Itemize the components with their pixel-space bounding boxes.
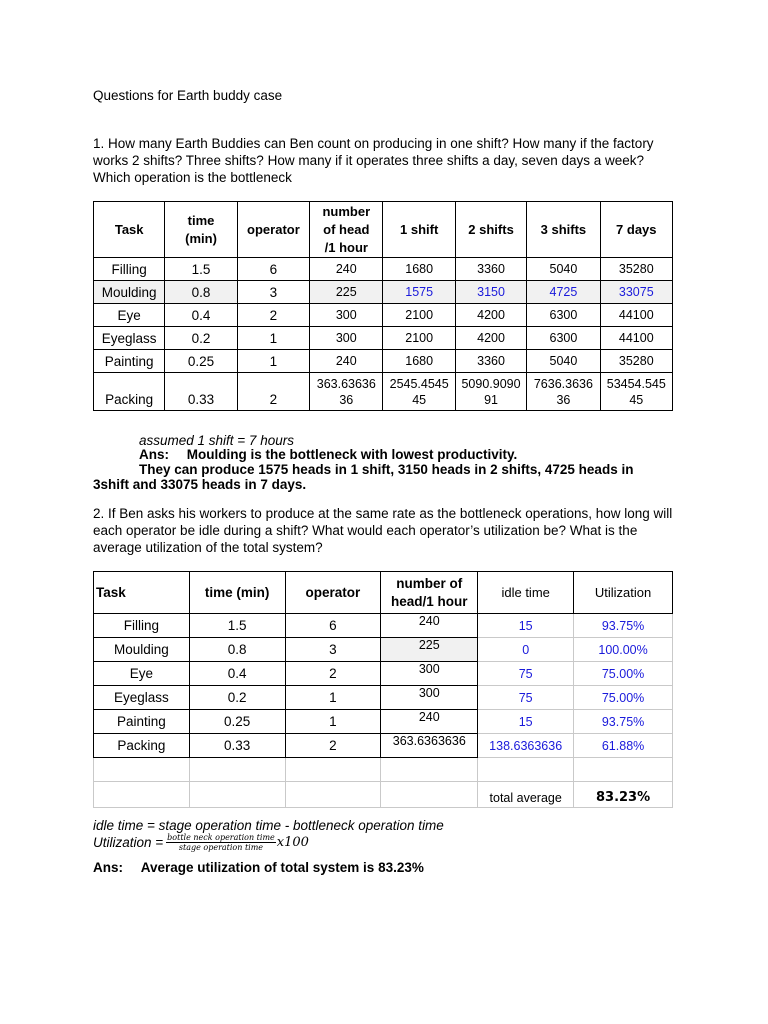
cell: 0.2 xyxy=(189,686,285,710)
cell: Eyeglass xyxy=(94,327,165,350)
table-2 xyxy=(93,571,673,808)
answer-label: Ans: xyxy=(139,447,169,462)
cell xyxy=(285,758,381,782)
cell: 75 xyxy=(478,686,574,710)
cell: 240 xyxy=(381,710,478,734)
fraction-numerator: bottle neck operation time xyxy=(167,833,275,842)
cell: 1 xyxy=(285,710,381,734)
table-row xyxy=(94,734,673,758)
cell xyxy=(94,758,190,782)
table-row xyxy=(94,614,673,638)
t2-header-time: time (min) xyxy=(189,572,285,614)
t2-header-heads: number of head/1 hour xyxy=(381,572,478,614)
cell: 1.5 xyxy=(165,258,237,281)
table-row xyxy=(94,686,673,710)
cell: 0.8 xyxy=(189,638,285,662)
t1-header-1shift: 1 shift xyxy=(383,202,455,258)
idle-formula: idle time = stage operation time - bottleneck operation time xyxy=(93,818,444,833)
cell: 0.33 xyxy=(189,734,285,758)
cell: 3 xyxy=(285,638,381,662)
cell: 5040 xyxy=(527,350,600,373)
cell: 0.4 xyxy=(189,662,285,686)
table-row xyxy=(94,710,673,734)
cell: 6300 xyxy=(527,304,600,327)
cell: 240 xyxy=(381,614,478,638)
table-row xyxy=(94,258,673,281)
cell: 225 xyxy=(381,638,478,662)
answer-1-line-3: 3shift and 33075 heads in 7 days. xyxy=(93,477,307,492)
total-average-label: total average xyxy=(478,782,574,808)
cell: 2545.4545 45 xyxy=(383,373,455,411)
cell: 363.63636 36 xyxy=(310,373,383,411)
question-1: 1. How many Earth Buddies can Ben count on producing in one shift? How many if the factory works 2 shifts? Three shifts? How many if it operates three shifts a day, seven days a week? Which operation is the bottleneck xyxy=(93,136,654,185)
cell: Packing xyxy=(94,373,165,411)
cell: 3360 xyxy=(455,350,526,373)
cell: 2100 xyxy=(383,327,455,350)
cell: 4200 xyxy=(455,304,526,327)
table-1-header xyxy=(94,202,673,258)
cell: 240 xyxy=(310,350,383,373)
cell: 6 xyxy=(237,258,309,281)
t1-header-7days: 7 days xyxy=(600,202,672,258)
cell: 1575 xyxy=(383,281,455,304)
utilization-multiplier: x100 xyxy=(276,835,309,850)
cell: 2 xyxy=(237,373,309,411)
cell: 0.8 xyxy=(165,281,237,304)
cell: 0 xyxy=(478,638,574,662)
cell: Moulding xyxy=(94,638,190,662)
cell: 363.6363636 xyxy=(381,734,478,758)
cell: 2 xyxy=(237,304,309,327)
cell: 0.33 xyxy=(165,373,237,411)
cell: 300 xyxy=(381,662,478,686)
cell: 3360 xyxy=(455,258,526,281)
cell: 15 xyxy=(478,710,574,734)
cell xyxy=(574,758,673,782)
cell: Eye xyxy=(94,304,165,327)
total-average-value: 83.23% xyxy=(574,782,673,808)
cell: 225 xyxy=(310,281,383,304)
cell: Filling xyxy=(94,258,165,281)
answer-1-line-2: They can produce 1575 heads in 1 shift, 3150 heads in 2 shifts, 4725 heads in xyxy=(139,462,634,477)
utilization-label: Utilization = xyxy=(93,835,164,850)
cell: 44100 xyxy=(600,304,672,327)
utilization-formula xyxy=(93,833,309,852)
cell: 4725 xyxy=(527,281,600,304)
t1-header-operator: operator xyxy=(237,202,309,258)
cell: Packing xyxy=(94,734,190,758)
cell: 35280 xyxy=(600,350,672,373)
cell: 33075 xyxy=(600,281,672,304)
assumption-note: assumed 1 shift = 7 hours xyxy=(139,433,294,448)
cell: Eye xyxy=(94,662,190,686)
utilization-fraction xyxy=(166,833,276,852)
cell: 44100 xyxy=(600,327,672,350)
cell: 5090.9090 91 xyxy=(455,373,526,411)
cell: Filling xyxy=(94,614,190,638)
cell: 6 xyxy=(285,614,381,638)
table-row xyxy=(94,373,673,411)
page-title: Questions for Earth buddy case xyxy=(93,88,283,103)
t2-header-operator: operator xyxy=(285,572,381,614)
t1-header-time: time (min) xyxy=(165,202,237,258)
cell xyxy=(189,758,285,782)
cell: 0.2 xyxy=(165,327,237,350)
answer-text: Average utilization of total system is 83.23% xyxy=(140,860,424,875)
cell: 300 xyxy=(310,304,383,327)
cell: 15 xyxy=(478,614,574,638)
table-row xyxy=(94,327,673,350)
t2-header-task: Task xyxy=(94,572,190,614)
cell: 2100 xyxy=(383,304,455,327)
question-2: 2. If Ben asks his workers to produce at the same rate as the bottleneck operations, how long will each operator be idle during a shift? What would each operator’s utilization be? What is the average utilization of the total system? xyxy=(93,506,673,555)
cell: 93.75% xyxy=(574,614,673,638)
table-row-empty xyxy=(94,758,673,782)
cell: Painting xyxy=(94,350,165,373)
cell: 0.25 xyxy=(165,350,237,373)
cell: 4200 xyxy=(455,327,526,350)
cell: 3 xyxy=(237,281,309,304)
t1-header-3shifts: 3 shifts xyxy=(527,202,600,258)
cell: 1680 xyxy=(383,258,455,281)
t2-header-utilization: Utilization xyxy=(574,572,673,614)
cell: 75.00% xyxy=(574,686,673,710)
cell: 0.4 xyxy=(165,304,237,327)
t1-header-task: Task xyxy=(94,202,165,258)
cell: 93.75% xyxy=(574,710,673,734)
cell: 75.00% xyxy=(574,662,673,686)
cell xyxy=(285,782,381,808)
cell xyxy=(381,782,478,808)
cell: 240 xyxy=(310,258,383,281)
cell: 2 xyxy=(285,734,381,758)
cell: Eyeglass xyxy=(94,686,190,710)
cell: 1680 xyxy=(383,350,455,373)
t1-header-heads: number of head /1 hour xyxy=(310,202,383,258)
cell: 75 xyxy=(478,662,574,686)
table-row xyxy=(94,304,673,327)
table-row-bottleneck xyxy=(94,281,673,304)
cell: 1 xyxy=(285,686,381,710)
answer-2 xyxy=(93,859,424,876)
table-row-total xyxy=(94,782,673,808)
cell xyxy=(94,782,190,808)
table-row xyxy=(94,638,673,662)
cell: 6300 xyxy=(527,327,600,350)
cell: 138.6363636 xyxy=(478,734,574,758)
t1-header-2shifts: 2 shifts xyxy=(455,202,526,258)
cell: 5040 xyxy=(527,258,600,281)
cell: 0.25 xyxy=(189,710,285,734)
cell xyxy=(478,758,574,782)
cell: Moulding xyxy=(94,281,165,304)
fraction-denominator: stage operation time xyxy=(178,843,264,852)
cell: 100.00% xyxy=(574,638,673,662)
cell: 3150 xyxy=(455,281,526,304)
cell: 1 xyxy=(237,327,309,350)
cell: 300 xyxy=(381,686,478,710)
table-2-header xyxy=(94,572,673,614)
table-1 xyxy=(93,201,673,411)
cell: 1 xyxy=(237,350,309,373)
cell: 35280 xyxy=(600,258,672,281)
answer-label: Ans: xyxy=(93,860,123,875)
cell: Painting xyxy=(94,710,190,734)
cell: 7636.3636 36 xyxy=(527,373,600,411)
t2-header-idle: idle time xyxy=(478,572,574,614)
table-row xyxy=(94,350,673,373)
cell: 1.5 xyxy=(189,614,285,638)
cell: 53454.545 45 xyxy=(600,373,672,411)
cell: 61.88% xyxy=(574,734,673,758)
cell: 2 xyxy=(285,662,381,686)
table-row xyxy=(94,662,673,686)
cell xyxy=(381,758,478,782)
cell: 300 xyxy=(310,327,383,350)
answer-text: Moulding is the bottleneck with lowest productivity. xyxy=(186,447,518,462)
cell xyxy=(189,782,285,808)
